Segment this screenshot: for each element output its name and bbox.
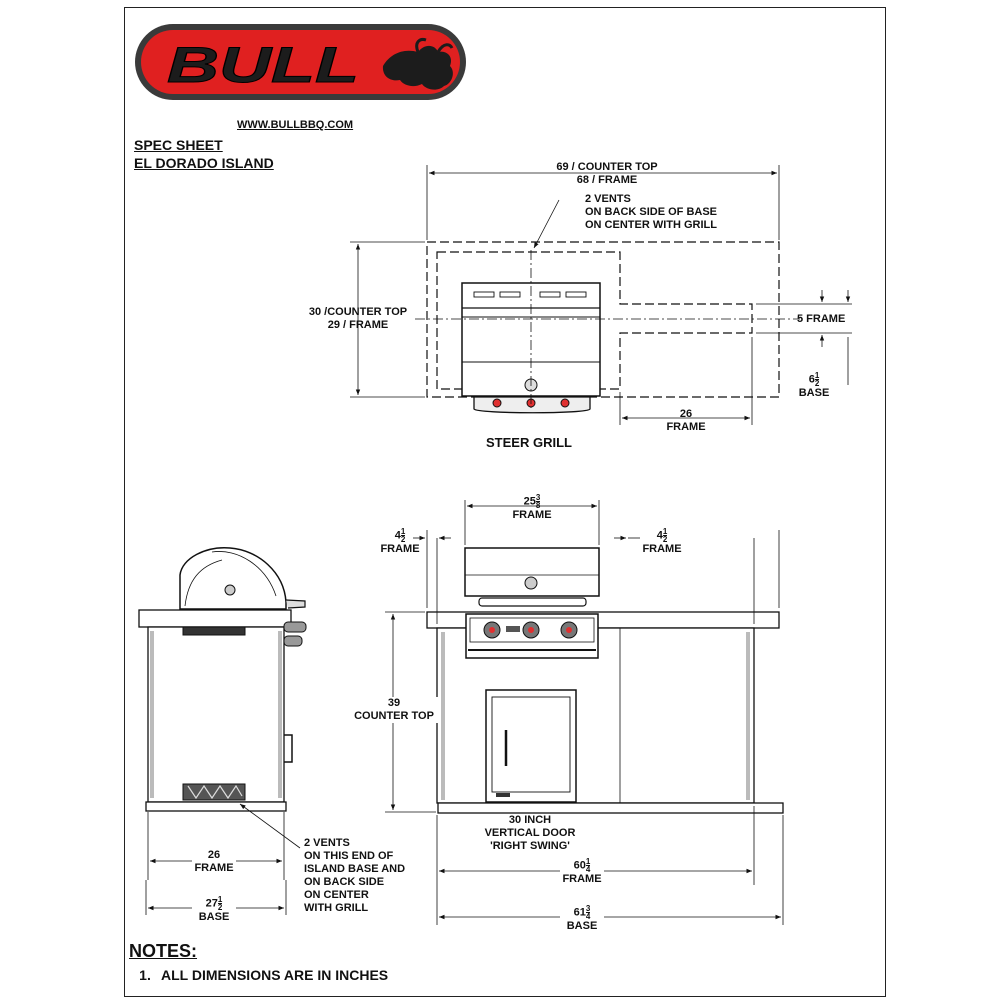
base-width-unit: BASE bbox=[566, 920, 598, 932]
right-side-unit: FRAME bbox=[642, 543, 682, 555]
frame-depth-value: 29 / FRAME bbox=[327, 319, 389, 331]
side-base bbox=[146, 802, 286, 811]
door-note-line: 30 INCH bbox=[508, 814, 552, 826]
frac-d: 4 bbox=[585, 912, 591, 921]
logo-text: BULL bbox=[167, 37, 359, 93]
side-vents-line: WITH GRILL bbox=[304, 902, 369, 914]
side-vents-line: ON BACK SIDE bbox=[304, 876, 385, 888]
cutout-unit: FRAME bbox=[512, 509, 552, 521]
side-countertop bbox=[139, 610, 291, 627]
counter-height-unit: COUNTER TOP bbox=[354, 710, 434, 722]
frame-width-unit: FRAME bbox=[562, 873, 602, 885]
left-side-unit: FRAME bbox=[380, 543, 420, 555]
frac-n: 1 bbox=[585, 857, 591, 866]
door-note bbox=[478, 814, 582, 853]
note-text: ALL DIMENSIONS ARE IN INCHES bbox=[161, 967, 389, 983]
base-width-label bbox=[560, 905, 604, 933]
side-frame bbox=[148, 627, 284, 802]
side-frame-depth-unit: FRAME bbox=[194, 862, 234, 874]
grill-name-label: STEER GRILL bbox=[486, 435, 572, 450]
notes-heading: NOTES: bbox=[129, 941, 198, 961]
frame-width-num: 60 bbox=[573, 859, 586, 872]
extension-length-unit: FRAME bbox=[666, 421, 706, 433]
side-base-depth-num: 27 bbox=[205, 897, 218, 910]
side-base-depth-label bbox=[192, 896, 236, 924]
note-number: 1. bbox=[139, 967, 151, 983]
sheet-title: SPEC SHEET bbox=[134, 137, 223, 153]
grill-hood-side bbox=[180, 548, 286, 609]
base-width-num: 61 bbox=[573, 906, 586, 919]
frac-d: 2 bbox=[814, 379, 820, 388]
sheet-subtitle: EL DORADO ISLAND bbox=[134, 155, 274, 171]
extension-length-label bbox=[664, 408, 708, 434]
side-base-depth-unit: BASE bbox=[198, 911, 230, 923]
top-vents-line: 2 VENTS bbox=[585, 193, 631, 205]
side-vents-line: 2 VENTS bbox=[304, 837, 350, 849]
side-vents-note bbox=[304, 837, 405, 915]
countertop-width-value: 69 / COUNTER TOP bbox=[556, 161, 658, 173]
extension-width-label: 5 FRAME bbox=[797, 313, 846, 325]
note-item bbox=[129, 969, 388, 982]
side-vents-line: ON THIS END OF bbox=[304, 850, 394, 862]
front-view bbox=[427, 548, 783, 813]
right-side-num: 4 bbox=[656, 529, 663, 542]
base-offset-num: 6 bbox=[808, 373, 815, 386]
side-frame-depth-value: 26 bbox=[207, 849, 221, 861]
countertop-width-label bbox=[532, 161, 682, 187]
door-note-line: VERTICAL DOOR bbox=[484, 827, 576, 839]
grill-burner-icon bbox=[493, 399, 501, 407]
frac-n: 3 bbox=[585, 904, 591, 913]
side-vents-line: ISLAND BASE AND bbox=[304, 863, 406, 875]
frac-d: 4 bbox=[585, 865, 591, 874]
frac-d: 2 bbox=[662, 535, 668, 544]
extension-length-value: 26 bbox=[679, 408, 693, 420]
door-note-line: 'RIGHT SWING' bbox=[490, 840, 570, 852]
side-vents-line: ON CENTER bbox=[304, 889, 369, 901]
frac-n: 1 bbox=[662, 527, 668, 536]
countertop-depth-value: 30 /COUNTER TOP bbox=[308, 306, 408, 318]
side-view bbox=[139, 548, 306, 811]
side-frame-depth-label bbox=[192, 849, 236, 875]
frac-d: 2 bbox=[217, 903, 223, 912]
cutout-num: 25 bbox=[523, 495, 536, 508]
right-side-label bbox=[640, 528, 684, 556]
frac-n: 1 bbox=[400, 527, 406, 536]
top-vents-line: ON CENTER WITH GRILL bbox=[585, 219, 717, 231]
frac-n: 1 bbox=[217, 895, 223, 904]
top-view bbox=[415, 242, 800, 413]
counter-height-label bbox=[350, 697, 438, 723]
website-url[interactable]: WWW.BULLBBQ.COM bbox=[237, 119, 354, 131]
frac-d: 2 bbox=[400, 535, 406, 544]
top-vents-line: ON BACK SIDE OF BASE bbox=[585, 206, 718, 218]
top-vents-note bbox=[585, 193, 717, 232]
frac-n: 3 bbox=[535, 493, 541, 502]
frac-n: 1 bbox=[814, 371, 820, 380]
frac-d: 8 bbox=[535, 501, 541, 510]
access-door bbox=[486, 690, 576, 802]
countertop-depth-label bbox=[308, 306, 408, 332]
vent-icon bbox=[183, 627, 245, 635]
front-base bbox=[438, 803, 783, 813]
frame-width-value: 68 / FRAME bbox=[576, 174, 638, 186]
base-offset-unit: BASE bbox=[798, 387, 830, 399]
base-offset-label bbox=[796, 372, 832, 400]
counter-height-value: 39 bbox=[387, 697, 401, 709]
cutout-width-label bbox=[510, 494, 554, 522]
left-side-num: 4 bbox=[394, 529, 401, 542]
frame-width-label bbox=[560, 858, 604, 886]
left-side-label bbox=[378, 528, 422, 556]
